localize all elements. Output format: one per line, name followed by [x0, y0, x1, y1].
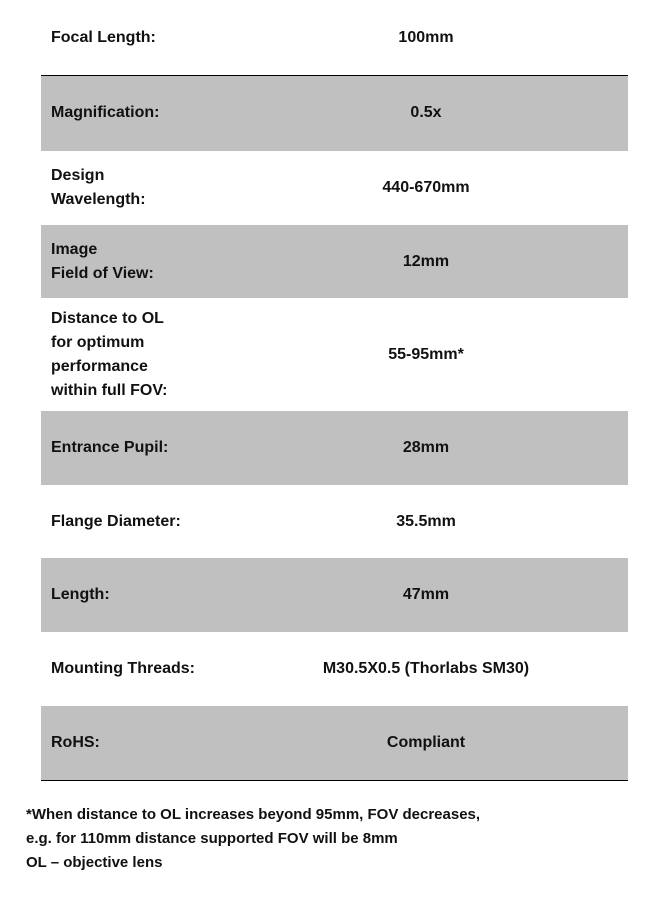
spec-row-rohs: [41, 706, 628, 780]
spec-value: 47mm: [402, 586, 450, 603]
footnotes: [26, 803, 480, 875]
spec-value: 35.5mm: [396, 512, 456, 530]
spec-value: 440-670mm: [382, 179, 470, 196]
divider-line: [41, 780, 628, 781]
spec-value: 12mm: [402, 252, 450, 270]
spec-value: 0.5x: [410, 104, 442, 121]
spec-label: Image Field of View:: [51, 240, 154, 282]
spec-label: Mounting Threads:: [51, 660, 195, 677]
spec-label: Flange Diameter:: [51, 512, 181, 530]
spec-row-length: [41, 558, 628, 632]
spec-label: Entrance Pupil:: [51, 439, 169, 456]
spec-value: 28mm: [402, 439, 450, 456]
spec-table: [41, 0, 628, 780]
spec-label: Magnification:: [51, 104, 160, 121]
footnote-line: e.g. for 110mm distance supported FOV will be 8mm: [26, 830, 398, 847]
spec-label: Length:: [51, 586, 110, 603]
spec-value: M30.5X0.5 (Thorlabs SM30): [322, 660, 530, 677]
spec-row-entrance-pupil: [41, 411, 628, 485]
spec-label: RoHS:: [51, 734, 100, 751]
spec-row-distance-to-ol: [41, 298, 628, 411]
spec-value: 100mm: [398, 28, 454, 46]
footnote-line: OL – objective lens: [26, 854, 163, 871]
spec-row-design-wavelength: [41, 151, 628, 225]
spec-row-image-fov: [41, 225, 628, 298]
spec-label: Design Wavelength:: [51, 167, 146, 208]
spec-value: Compliant: [386, 734, 466, 751]
spec-row-flange-diameter: [41, 485, 628, 558]
spec-label: Distance to OL for optimum performance within full FOV:: [51, 309, 168, 399]
spec-row-mounting-threads: [41, 632, 628, 706]
spec-row-magnification: [41, 75, 628, 151]
divider-line: [41, 75, 628, 76]
spec-row-focal-length: [41, 0, 628, 75]
spec-label: Focal Length:: [51, 28, 156, 46]
footnote-line: *When distance to OL increases beyond 95mm, FOV decreases,: [26, 806, 481, 823]
spec-value: 55-95mm*: [388, 345, 464, 363]
